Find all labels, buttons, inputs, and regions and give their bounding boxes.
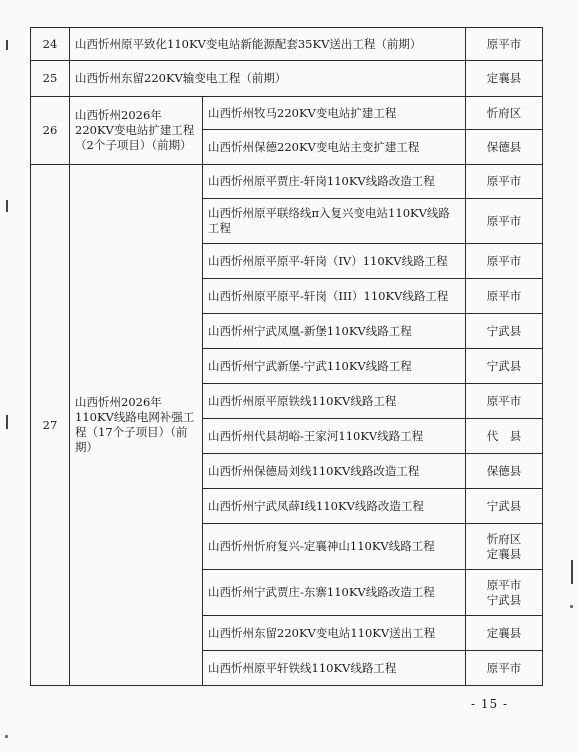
subproject-location: 定襄县 [466, 616, 543, 651]
subproject-location: 原平市 [466, 244, 543, 279]
table-row-26-a [31, 97, 543, 130]
table-row-25 [31, 61, 543, 97]
project-table-body [31, 28, 543, 686]
subproject-name: 山西忻州牧马220KV变电站扩建工程 [203, 97, 466, 130]
scan-edge-mark [6, 40, 8, 50]
project-location: 定襄县 [466, 61, 543, 97]
subproject-name: 山西忻州代县胡峪-王家河110KV线路工程 [203, 419, 466, 454]
subproject-name: 山西忻州原平原铁线110KV线路工程 [203, 384, 466, 419]
subproject-name: 山西忻州原平贾庄-轩岗110KV线路改造工程 [203, 165, 466, 199]
subproject-name: 山西忻州原平轩铁线110KV线路工程 [203, 651, 466, 686]
subproject-name: 山西忻州原平原平-轩岗（IV）110KV线路工程 [203, 244, 466, 279]
subproject-name: 山西忻州原平原平-轩岗（III）110KV线路工程 [203, 279, 466, 314]
subproject-location: 原平市 [466, 651, 543, 686]
table-row-27-item [31, 165, 543, 199]
subproject-location: 保德县 [466, 130, 543, 165]
group-title: 山西忻州2026年220KV变电站扩建工程（2个子项目）（前期） [70, 97, 203, 165]
row-number: 26 [31, 97, 70, 165]
subproject-name: 山西忻州忻府复兴-定襄神山110KV线路工程 [203, 524, 466, 570]
subproject-location: 宁武县 [466, 349, 543, 384]
row-number: 27 [31, 165, 70, 686]
row-number: 24 [31, 28, 70, 61]
scan-edge-mark [6, 200, 8, 212]
scan-edge-mark [571, 560, 573, 584]
scan-edge-dot [5, 735, 8, 738]
subproject-location: 原平市 [466, 384, 543, 419]
subproject-location: 忻府区 [466, 97, 543, 130]
subproject-location: 忻府区 定襄县 [466, 524, 543, 570]
project-location: 原平市 [466, 28, 543, 61]
subproject-location: 原平市 [466, 199, 543, 244]
subproject-name: 山西忻州宁武凤薛I线110KV线路改造工程 [203, 489, 466, 524]
subproject-location: 原平市 [466, 279, 543, 314]
page-number: - 15 - [470, 697, 508, 711]
group-title: 山西忻州2026年110KV线路电网补强工程（17个子项目）（前期） [70, 165, 203, 686]
subproject-location: 代 县 [466, 419, 543, 454]
subproject-name: 山西忻州保德局刘线110KV线路改造工程 [203, 454, 466, 489]
row-number: 25 [31, 61, 70, 97]
subproject-location: 原平市 宁武县 [466, 570, 543, 616]
subproject-name: 山西忻州东留220KV变电站110KV送出工程 [203, 616, 466, 651]
subproject-name: 山西忻州宁武新堡-宁武110KV线路工程 [203, 349, 466, 384]
subproject-location: 宁武县 [466, 314, 543, 349]
subproject-name: 山西忻州宁武贾庄-东寨110KV线路改造工程 [203, 570, 466, 616]
subproject-name: 山西忻州原平联络线π入复兴变电站110KV线路工程 [203, 199, 466, 244]
subproject-location: 宁武县 [466, 489, 543, 524]
scan-edge-mark [6, 415, 8, 429]
subproject-location: 原平市 [466, 165, 543, 199]
subproject-location: 保德县 [466, 454, 543, 489]
subproject-name: 山西忻州宁武凤凰-新堡110KV线路工程 [203, 314, 466, 349]
project-name: 山西忻州东留220KV输变电工程（前期） [70, 61, 466, 97]
table-row-24 [31, 28, 543, 61]
project-name: 山西忻州原平致化110KV变电站新能源配套35KV送出工程（前期） [70, 28, 466, 61]
subproject-name: 山西忻州保德220KV变电站主变扩建工程 [203, 130, 466, 165]
project-table [30, 27, 543, 686]
scan-edge-dot [570, 605, 573, 608]
